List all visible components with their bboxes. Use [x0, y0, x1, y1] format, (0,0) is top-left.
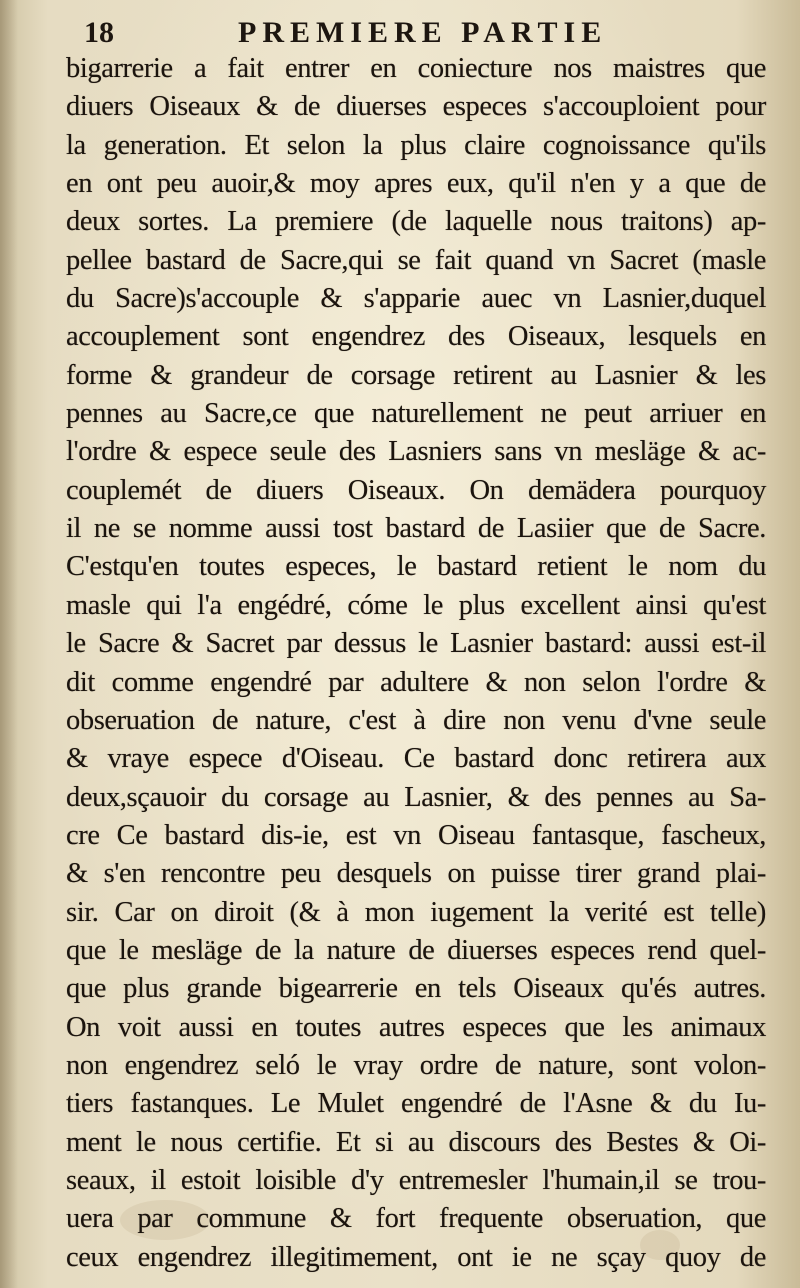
text-line: non engendrez seló le vray ordre de nature, sont volon-	[66, 1049, 766, 1081]
text-line: accouplement sont engendrez des Oiseaux, lesquels en	[66, 321, 766, 353]
text-line: la generation. Et selon la plus claire cognoissance qu'ils	[66, 129, 766, 161]
text-line: tiers fastanques. Le Mulet engendré de l'Asne & du Iu-	[66, 1088, 766, 1120]
text-line: uera par commune & fort frequente obseruation, que	[66, 1203, 766, 1235]
text-line: cre Ce bastard dis-ie, est vn Oiseau fantasque, fascheux,	[66, 819, 766, 851]
text-line: ceux engendrez illegitimement, ont ie ne sçay quoy de	[66, 1241, 766, 1273]
body-text	[66, 50, 766, 1277]
text-line: dit comme engendré par adultere & non selon l'ordre &	[66, 666, 766, 698]
text-line: que plus grande bigearrerie en tels Oiseaux qu'és autres.	[66, 973, 766, 1005]
text-line: deux,sçauoir du corsage au Lasnier, & des pennes au Sa-	[66, 781, 766, 813]
text-line: du Sacre)s'accouple & s'apparie auec vn Lasnier,duquel	[66, 283, 766, 315]
text-line: forme & grandeur de corsage retirent au Lasnier & les	[66, 359, 766, 391]
text-line: sir. Car on diroit (& à mon iugement la verité est telle)	[66, 896, 766, 928]
text-line: il ne se nomme aussi tost bastard de Lasiier que de Sacre.	[66, 513, 766, 545]
text-line: On voit aussi en toutes autres especes que les animaux	[66, 1011, 766, 1043]
text-line: diuers Oiseaux & de diuerses especes s'accouploient pour	[66, 91, 766, 123]
text-line: ment le nous certifie. Et si au discours des Bestes & Oi-	[66, 1126, 766, 1158]
running-head	[78, 14, 758, 52]
running-head-title: PREMIERE PARTIE	[238, 16, 608, 49]
gutter-shadow	[0, 0, 18, 1288]
page-number: 18	[84, 16, 114, 49]
text-line: le Sacre & Sacret par dessus le Lasnier bastard: aussi est-il	[66, 628, 766, 660]
text-line: obseruation de nature, c'est à dire non venu d'vne seule	[66, 704, 766, 736]
text-line: que le mesläge de la nature de diuerses especes rend quel-	[66, 934, 766, 966]
text-line: deux sortes. La premiere (de laquelle nous traitons) ap-	[66, 206, 766, 238]
text-line: pellee bastard de Sacre,qui se fait quand vn Sacret (masle	[66, 244, 766, 276]
text-line: masle qui l'a engédré, cóme le plus excellent ainsi qu'est	[66, 589, 766, 621]
text-line: seaux, il estoit loisible d'y entremesler l'humain,il se trou-	[66, 1164, 766, 1196]
text-line: couplemét de diuers Oiseaux. On demädera pourquoy	[66, 474, 766, 506]
text-line: C'estqu'en toutes especes, le bastard retient le nom du	[66, 551, 766, 583]
text-line: & vraye espece d'Oiseau. Ce bastard donc retirera aux	[66, 743, 766, 775]
text-line: en ont peu auoir,& moy apres eux, qu'il n'en y a que de	[66, 168, 766, 200]
text-line: pennes au Sacre,ce que naturellement ne peut arriuer en	[66, 398, 766, 430]
text-line: l'ordre & espece seule des Lasniers sans vn mesläge & ac-	[66, 436, 766, 468]
text-line: & s'en rencontre peu desquels on puisse tirer grand plai-	[66, 858, 766, 890]
text-line: bigarrerie a fait entrer en coniecture nos maistres que	[66, 53, 766, 84]
